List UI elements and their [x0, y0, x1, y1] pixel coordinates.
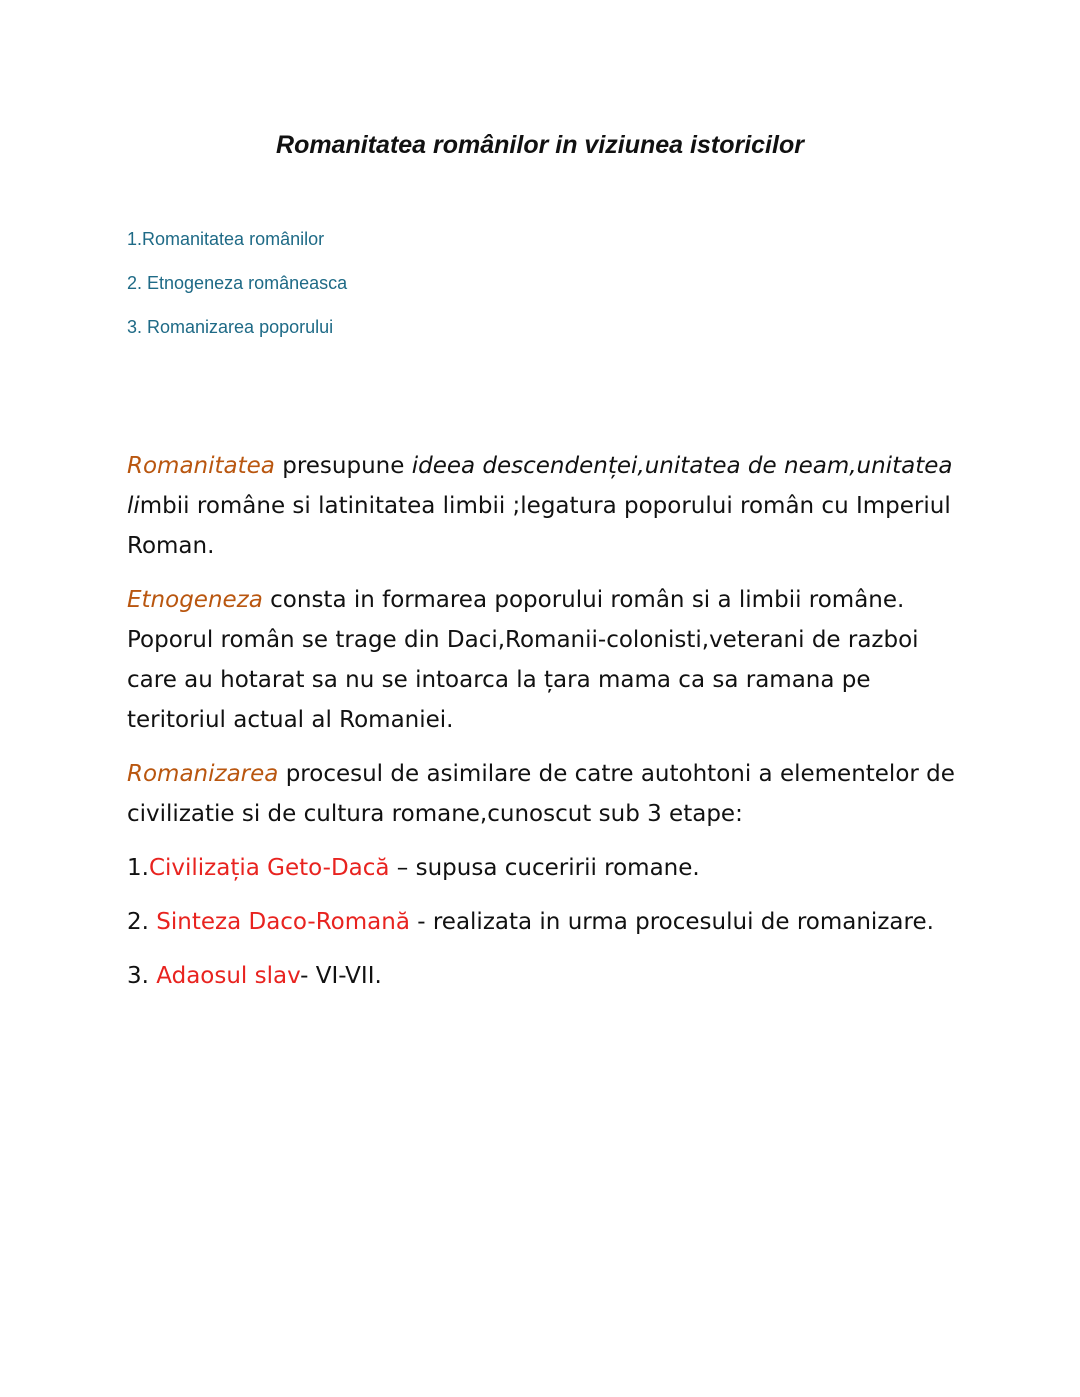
term-romanizarea: Romanizarea [127, 761, 279, 787]
toc-item: 2. Etnogeneza româneasca [127, 273, 348, 293]
stage-text: - VI-VII. [300, 963, 382, 989]
stage-item [127, 902, 957, 942]
stage-item [127, 956, 957, 996]
paragraph-text: consta in formarea poporului român si a limbii române. Poporul român se trage din Daci,Romanii-colonisti,veterani de razboi care au hotarat sa nu se intoarca la țara mama ca sa ramana pe teritoriul actual al Romaniei. [127, 587, 919, 733]
paragraph-text: presupune [274, 453, 412, 479]
toc-item: 1.Romanitatea românilor [127, 229, 325, 249]
stage-label: Sinteza Daco-Romană [156, 909, 410, 935]
stage-label: Civilizația Geto-Dacă [148, 855, 390, 881]
paragraph-romanizarea [127, 754, 957, 834]
document-body [127, 446, 957, 1010]
term-romanitatea: Romanitatea [127, 453, 275, 479]
toc-item: 3. Romanizarea poporului [127, 317, 334, 337]
paragraph-italic-text: ideea descendenței,unitatea de neam,unitatea li [127, 453, 953, 519]
stage-number: 2. [127, 909, 157, 935]
stage-item [127, 848, 957, 888]
term-etnogeneza: Etnogeneza [127, 587, 263, 613]
paragraph-text: procesul de asimilare de catre autohtoni a elementelor de civilizatie si de cultura romane,cunoscut sub 3 etape: [127, 761, 955, 827]
stage-number: 1. [127, 855, 149, 881]
stage-text: - realizata in urma procesului de romanizare. [409, 909, 934, 935]
paragraph-etnogeneza [127, 580, 957, 740]
page-title: Romanitatea românilor in viziunea istoricilor [276, 131, 804, 159]
paragraph-romanitatea [127, 446, 957, 566]
stage-label: Adaosul slav [156, 963, 301, 989]
stage-text: – supusa cuceririi romane. [389, 855, 700, 881]
paragraph-text: mbii române si latinitatea limbii ;legatura poporului român cu Imperiul Roman. [127, 493, 951, 559]
stage-number: 3. [127, 963, 157, 989]
table-of-contents [127, 226, 347, 358]
